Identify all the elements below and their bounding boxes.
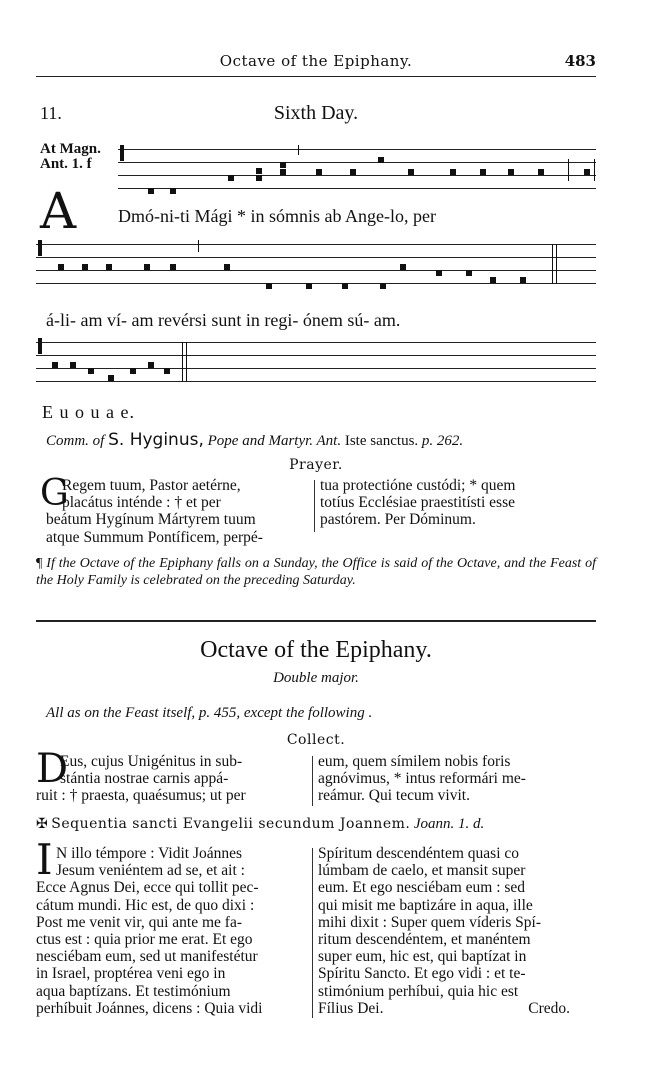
chant-lyrics-1: Dmó-ni-ti Mági * in sómnis ab Ange-lo, per	[118, 206, 436, 226]
prayer-column-divider	[314, 480, 315, 532]
running-title: Octave of the Epiphany.	[219, 52, 413, 70]
comm-prefix: Comm. of	[46, 433, 105, 449]
rubric	[36, 555, 596, 589]
prayer-line: totíus Ecclésiae praestitísti esse	[320, 494, 515, 512]
octave-note: All as on the Feast itself, p. 455, except the following .	[46, 705, 373, 721]
gospel-line	[318, 1000, 596, 1017]
comm-saint: S. Hyginus,	[108, 430, 204, 450]
running-header	[36, 52, 596, 74]
comm-page-ref: p. 262.	[421, 433, 464, 449]
collect-line: reámur. Qui tecum vivit.	[318, 787, 470, 805]
gospel-line: N illo témpore : Vidit Joánnes	[56, 845, 243, 862]
gospel-line: ctus est : quia prior me erat. Et ego	[36, 931, 253, 949]
collect-heading: Collect.	[286, 732, 346, 748]
gospel-column-divider	[312, 848, 313, 1018]
gospel-line: lúmbam de caelo, et mansit super	[318, 862, 526, 880]
section-number: 11.	[40, 103, 62, 123]
gospel-line: Spíritu Sancto. Et ego vidi : et te-	[318, 965, 526, 983]
prayer-line: pastórem. Per Dóminum.	[320, 511, 476, 529]
gospel-line: Spíritum descendéntem quasi co	[318, 845, 520, 862]
antiphon-label	[40, 142, 101, 172]
collect-initial: D	[36, 746, 69, 792]
gospel-line: Jesum veniéntem ad se, et ait :	[56, 862, 245, 880]
antiphon-label-line2: Ant. 1. f	[40, 156, 92, 172]
prayer-line: atque Summum Pontíficem, perpé-	[46, 528, 263, 546]
collect-line: Eus, cujus Unigénitus in sub-	[60, 753, 243, 770]
chant-lyrics-2: á-li- am ví- am revérsi sunt in regi- ónem sú- am.	[46, 310, 401, 330]
gospel-line: eum. Et ego nesciébam eum : sed	[318, 879, 526, 897]
collect-line: stántia nostrae carnis appá-	[60, 770, 229, 788]
gospel-line: Post me venit vir, qui ante me fa-	[36, 913, 242, 931]
gospel-line: cátum mundi. Hic est, de quo dixi :	[36, 896, 255, 914]
gospel-line: Ecce Agnus Dei, ecce qui tollit pec-	[36, 879, 259, 897]
gospel-line: in Israel, proptérea veni ego in	[36, 965, 226, 983]
prayer-left-column	[46, 477, 308, 546]
collect-line: eum, quem símilem nobis foris	[318, 753, 511, 770]
prayer-line: beátum Hygínum Mártyrem tuum	[46, 511, 256, 529]
credo-rubric: Credo.	[528, 999, 570, 1017]
collect-line: ruit : † praesta, quaésumus; ut per	[36, 787, 246, 805]
rubric-text: If the Octave of the Epiphany falls on a Sunday, the Office is said of the Octave, and the Feast of the Holy Family is celebrated on the preceding Saturday.	[36, 556, 596, 588]
gospel-line: nesciébam eum, sed ut manifestétur	[36, 948, 258, 966]
chant-staff-2	[36, 240, 596, 290]
chant-staff-3	[36, 338, 596, 388]
prayer-initial: G	[40, 473, 69, 514]
gospel-line: ritum descendéntem, et manéntem	[318, 931, 531, 949]
euouae: E u o u a e.	[42, 402, 135, 422]
rubric-mark: ¶	[36, 556, 43, 571]
prayer-line: Regem tuum, Pastor aetérne,	[62, 477, 241, 494]
section-rule	[36, 620, 596, 622]
gospel-line: stimónium perhíbui, quia hic est	[318, 982, 519, 1000]
gospel-right-column	[318, 845, 596, 1017]
octave-title: Octave of the Epiphany.	[200, 637, 432, 663]
prayer-right-column	[320, 477, 596, 529]
prayer-line: placátus inténde : † et per	[62, 494, 221, 512]
page-number: 483	[564, 52, 596, 70]
gospel-cross-icon: ✠	[36, 817, 48, 832]
collect-right-column	[318, 753, 596, 805]
commemoration-line	[46, 430, 463, 450]
gospel-line: qui misit me baptizáre in aqua, ille	[318, 896, 533, 914]
gospel-heading: Sequentia sancti Evangelii secundum Joannem.	[51, 816, 411, 832]
collect-left-column	[36, 753, 306, 805]
collect-column-divider	[312, 756, 313, 806]
prayer-line: tua protectióne custódi; * quem	[320, 477, 516, 494]
gospel-line: mihi dixit : Super quem víderis Spí-	[318, 913, 542, 931]
collect-line: agnóvimus, * intus reformári me-	[318, 770, 526, 788]
comm-antiphon: Iste sanctus.	[344, 433, 419, 449]
gospel-initial: I	[36, 835, 53, 884]
prayer-heading: Prayer.	[289, 457, 343, 473]
octave-rank: Double major.	[273, 670, 359, 686]
gospel-line: super eum, hic est, qui baptízat in	[318, 948, 527, 966]
chant-staff-1	[118, 145, 596, 195]
antiphon-label-line1: At Magn.	[40, 141, 101, 157]
gospel-last-line: Fílius Dei.	[318, 999, 384, 1017]
gospel-ref: Joann. 1. d.	[413, 816, 485, 832]
gospel-line: aqua baptízans. Et testimónium	[36, 982, 231, 1000]
gospel-left-column	[36, 845, 306, 1017]
header-rule	[36, 76, 596, 77]
section-title: Sixth Day.	[273, 102, 359, 124]
chant-initial: A	[40, 182, 77, 240]
comm-desc: Pope and Martyr. Ant.	[207, 433, 342, 449]
gospel-heading-line	[36, 816, 596, 833]
gospel-line: perhíbuit Joánnes, dicens : Quia vidi	[36, 999, 263, 1017]
